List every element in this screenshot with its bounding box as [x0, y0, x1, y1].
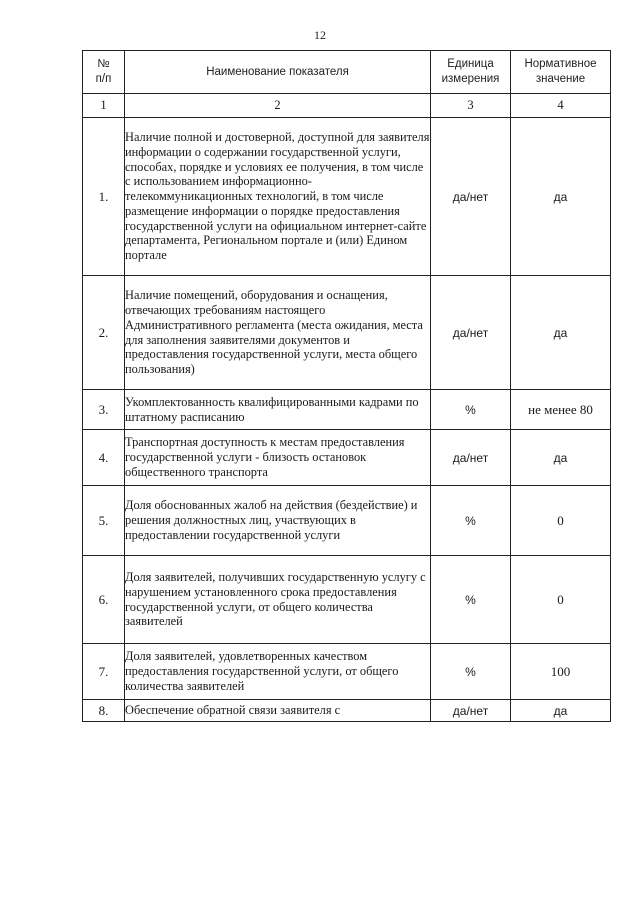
column-number: 1 [83, 94, 125, 118]
indicator-norm: 0 [511, 486, 611, 556]
table-row [83, 276, 611, 390]
column-number: 4 [511, 94, 611, 118]
indicator-unit: % [431, 390, 511, 430]
table-row [83, 430, 611, 486]
row-number: 5. [83, 486, 125, 556]
indicator-norm: да [511, 700, 611, 722]
header-norm-value: Нормативное значение [511, 51, 611, 94]
indicator-norm: да [511, 430, 611, 486]
indicator-name: Наличие полной и достоверной, доступной для заявителя информации о содержании государственной услуги, способах, порядке и условиях ее получения, в том числе с использованием информационно-телекоммуникационных технологий, в том числе размещение информации о порядке предоставления государственной услуги на официальном интернет-сайте департамента, Региональном портале и (или) Едином портале [125, 118, 431, 276]
indicator-unit: да/нет [431, 700, 511, 722]
row-number: 7. [83, 644, 125, 700]
table-row [83, 118, 611, 276]
indicator-name: Укомплектованность квалифицированными кадрами по штатному расписанию [125, 390, 431, 430]
indicator-name: Доля заявителей, получивших государственную услугу с нарушением установленного срока предоставления государственной услуги, от общего количества заявителей [125, 556, 431, 644]
indicator-name: Транспортная доступность к местам предоставления государственной услуги - близость остановок общественного транспорта [125, 430, 431, 486]
header-unit: Единица измерения [431, 51, 511, 94]
indicator-unit: да/нет [431, 118, 511, 276]
indicator-norm: да [511, 276, 611, 390]
row-number: 2. [83, 276, 125, 390]
indicator-name: Доля заявителей, удовлетворенных качеством предоставления государственной услуги, от общего количества заявителей [125, 644, 431, 700]
indicator-norm: 0 [511, 556, 611, 644]
indicator-norm: да [511, 118, 611, 276]
header-indicator-name: Наименование показателя [125, 51, 431, 94]
indicator-norm: 100 [511, 644, 611, 700]
indicator-unit: % [431, 486, 511, 556]
indicator-unit: да/нет [431, 430, 511, 486]
table-row [83, 390, 611, 430]
column-number: 3 [431, 94, 511, 118]
table-row [83, 700, 611, 722]
indicator-unit: % [431, 556, 511, 644]
table-row [83, 556, 611, 644]
indicator-unit: да/нет [431, 276, 511, 390]
row-number: 8. [83, 700, 125, 722]
quality-indicators-table [82, 50, 611, 722]
row-number: 3. [83, 390, 125, 430]
indicator-name: Доля обоснованных жалоб на действия (бездействие) и решения должностных лиц, участвующих в предоставлении государственной услуги [125, 486, 431, 556]
indicator-norm: не менее 80 [511, 390, 611, 430]
indicator-name: Обеспечение обратной связи заявителя с [125, 700, 431, 722]
row-number: 4. [83, 430, 125, 486]
table-row [83, 644, 611, 700]
indicator-name: Наличие помещений, оборудования и оснащения, отвечающих требованиям настоящего Административного регламента (места ожидания, места для заполнения заявителями документов и предоставления государственной услуги, места общего пользования) [125, 276, 431, 390]
table-header-row [83, 51, 611, 94]
row-number: 1. [83, 118, 125, 276]
table-row [83, 486, 611, 556]
column-number: 2 [125, 94, 431, 118]
row-number: 6. [83, 556, 125, 644]
indicator-unit: % [431, 644, 511, 700]
header-number: № п/п [83, 51, 125, 94]
column-number-row [83, 94, 611, 118]
page-number: 12 [314, 28, 326, 42]
